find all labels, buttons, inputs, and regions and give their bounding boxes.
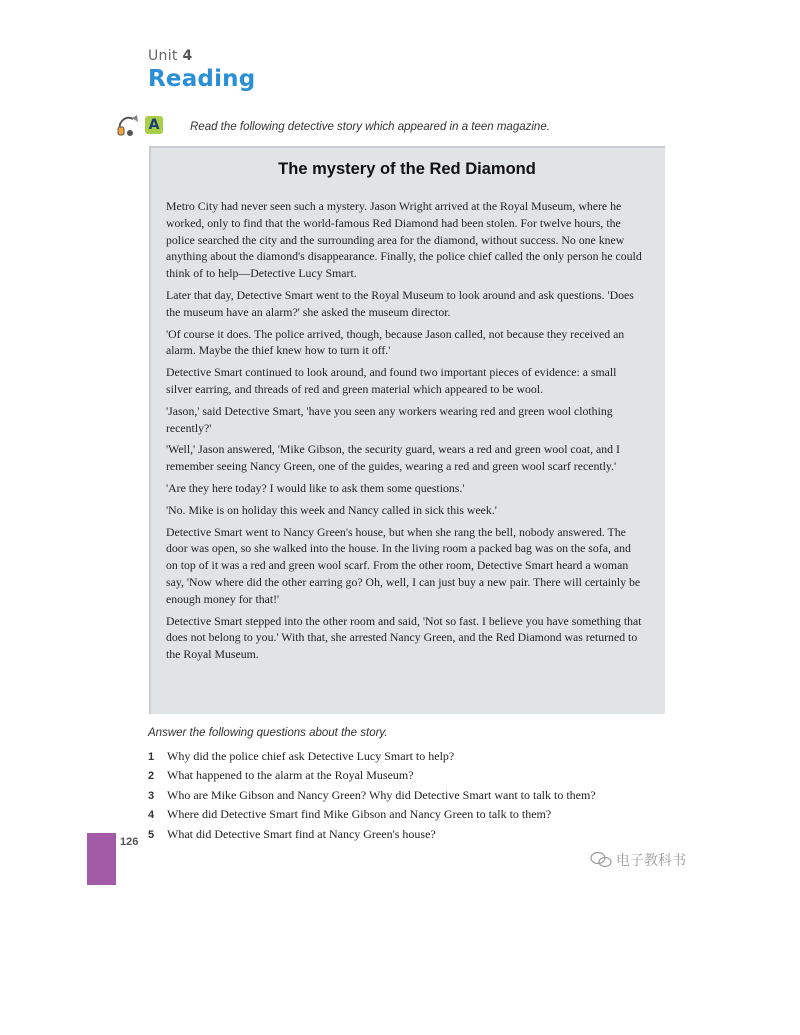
question-text: What happened to the alarm at the Royal Museum? [167,768,414,783]
question-number: 4 [148,809,155,822]
question-number: 3 [148,789,155,802]
story-paragraph: Detective Smart stepped into the other room and said, 'Not so fast. I believe you have something that does not belong to you.' With that, she arrested Nancy Green, and the Red Diamond was returned to the Royal Museum. [166,613,642,662]
story-paragraph: 'No. Mike is on holiday this week and Nancy called in sick this week.' [166,502,497,517]
question-item [148,786,596,805]
exercise-instruction: Read the following detective story which appeared in a teen magazine. [190,121,550,133]
story-paragraph: Later that day, Detective Smart went to the Royal Museum to look around and ask questions. 'Does the museum have an alarm?' she asked the museum director. [166,287,634,319]
question-item [148,805,596,824]
question-number: 1 [148,751,155,763]
story-paragraph: Detective Smart continued to look around, and found two important pieces of evidence: a small silver earring, and threads of red and green material which appeared to be wool. [166,365,617,396]
question-number: 5 [148,828,155,841]
question-item [148,766,596,785]
question-item [148,825,596,844]
story-paragraph: 'Jason,' said Detective Smart, 'have you seen any workers wearing red and green wool clothing recently?' [166,403,613,435]
question-item [148,747,596,766]
unit-text: Unit [148,48,178,64]
story-paragraph: 'Of course it does. The police arrived, though, because Jason called, not because they received an alarm. Maybe the thief knew how to turn it off.' [166,326,625,358]
question-text: Who are Mike Gibson and Nancy Green? Why did Detective Smart want to talk to them? [167,787,596,802]
question-number: 2 [148,770,155,783]
story-body [166,198,644,668]
question-text: Why did the police chief ask Detective Lucy Smart to help? [167,749,455,763]
question-text: What did Detective Smart find at Nancy Green's house? [167,826,436,841]
section-title: Reading [148,66,256,92]
watermark [590,850,686,870]
exercise-badge: A [145,116,163,134]
page-number: 126 [120,836,139,848]
story-paragraph: 'Well,' Jason answered, 'Mike Gibson, the security guard, wears a red and green wool coat, and I remember seeing Nancy Green, one of the guides, wearing a red and green wool scarf recently.' [166,442,620,474]
story-paragraph: Detective Smart went to Nancy Green's house, but when she rang the bell, nobody answered. The door was open, so she walked into the house. In the living room a packed bag was on the sofa, and on top of it was a red and green wool scarf. From the other room, Detective Smart heard a woman say, 'Now where did the other earring go? Oh, well, I can just buy a new pair. There will certainly be enough money for that!' [166,524,641,606]
watermark-text: 电子教科书 [616,853,686,869]
question-text: Where did Detective Smart find Mike Gibson and Nancy Green to talk to them? [167,807,552,822]
page-color-bar [87,833,116,885]
headphones-icon[interactable] [115,113,141,139]
story-paragraph: 'Are they here today? I would like to ask them some questions.' [166,480,465,495]
chat-bubble-icon [590,851,612,869]
story-box [149,146,665,714]
questions-list [148,747,596,844]
story-paragraph: Metro City had never seen such a mystery. Jason Wright arrived at the Royal Museum, where he worked, only to find that the world-famous Red Diamond had been stolen. For twelve hours, the police searched the city and the surrounding area for the diamond, without success. No one knew anything about the diamond's disappearance. Finally, the police chief called the only person he could think of to help—Detective Lucy Smart. [166,199,642,281]
questions-intro: Answer the following questions about the story. [148,727,388,739]
story-title: The mystery of the Red Diamond [278,160,536,178]
unit-label [148,48,193,64]
unit-number: 4 [182,48,193,64]
